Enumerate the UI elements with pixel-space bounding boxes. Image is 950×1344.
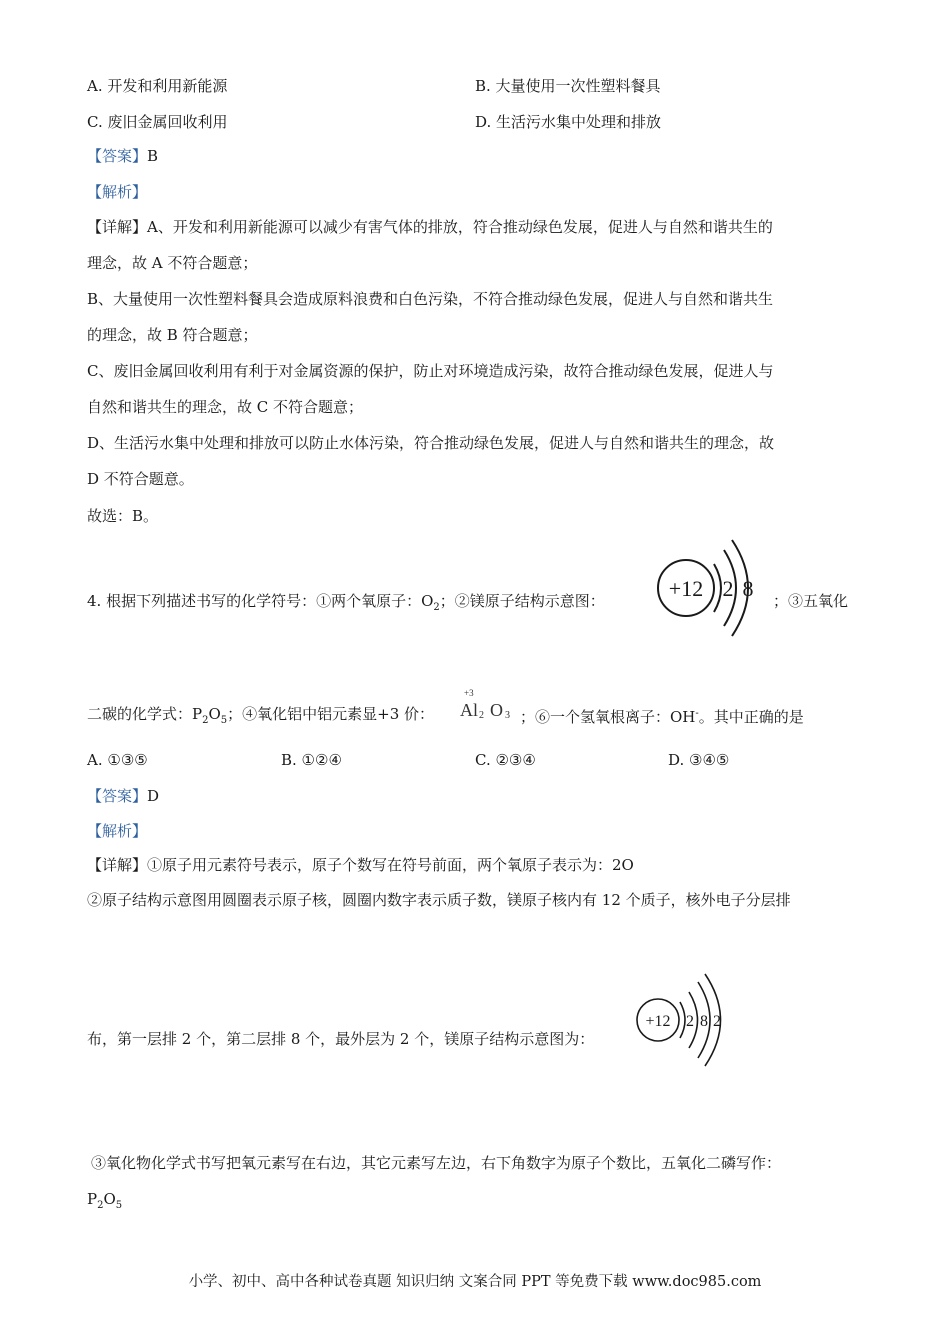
- answer-value: B: [147, 147, 159, 165]
- explanation-line: ③氧化物化学式书写把氧元素写在右边，其它元素写左边，右下角数字为原子个数比，五氧化二磷写作：: [91, 1154, 782, 1172]
- electron-shell-arc: [714, 564, 721, 612]
- shell-2-electrons: 8: [742, 576, 754, 601]
- option-b: B. ①②④: [281, 751, 342, 769]
- option-a: A. ①③⑤: [87, 751, 148, 769]
- shell-2-electrons: 8: [700, 1013, 708, 1030]
- explanation-line: 自然和谐共生的理念，故 C 不符合题意；: [87, 398, 364, 416]
- answer-line: [87, 786, 159, 806]
- explanation-line: C、废旧金属回收利用有利于对金属资源的保护，防止对环境造成污染，故符合推动绿色发展，促进人与: [87, 362, 774, 380]
- question-4-stem: 4. 根据下列描述书写的化学符号：①两个氧原子：$O_2$；②镁原子结构示意图：: [87, 592, 605, 613]
- explanation-line: D、生活污水集中处理和排放可以防止水体污染，符合推动绿色发展，促进人与自然和谐共生的理念，故: [87, 434, 775, 452]
- aluminum-oxide-formula: +3 Al 2 O 3: [460, 688, 510, 721]
- nucleus-label: +12: [668, 576, 704, 601]
- page-footer: 小学、初中、高中各种试卷真题 知识归纳 文案合同 PPT 等免费下载 www.doc985.com: [188, 1274, 762, 1290]
- answer-tag: 【答案】: [87, 147, 148, 165]
- analysis-tag: 【解析】: [87, 822, 148, 840]
- option-d: D. 生活污水集中处理和排放: [475, 113, 662, 131]
- answer-tag: 【答案】: [87, 787, 148, 805]
- explanation-line: 的理念，故 B 符合题意；: [87, 326, 258, 344]
- explanation-line: 【详解】A、开发和利用新能源可以减少有害气体的排放，符合推动绿色发展，促进人与自然和谐共生的: [87, 218, 773, 236]
- nucleus-label: +12: [645, 1013, 671, 1030]
- analysis-tag: 【解析】: [87, 183, 148, 201]
- answer-line: [87, 146, 158, 166]
- option-a: A. 开发和利用新能源: [87, 77, 228, 95]
- valence-label: +3: [464, 688, 474, 698]
- explanation-line: 故选：B。: [87, 507, 159, 525]
- shell-1-electrons: 2: [722, 576, 734, 601]
- question-4-stem-line-2: 二碳的化学式：$P_2O_5$；④氧化铝中铝元素显+3 价：: [87, 705, 435, 726]
- explanation-line: $P_2O_5$: [87, 1190, 123, 1211]
- explanation-line: ②原子结构示意图用圆圈表示原子核，圆圈内数字表示质子数，镁原子核内有 12 个质子，核外电子分层排: [87, 891, 791, 909]
- detail-tag: 【详解】: [87, 218, 148, 236]
- shell-3-electrons: 2: [713, 1013, 721, 1030]
- explanation-line: 理念，故 A 不符合题意；: [87, 254, 258, 272]
- option-b: B. 大量使用一次性塑料餐具: [475, 77, 661, 95]
- explanation-line: D 不符合题意。: [87, 470, 194, 488]
- answer-value: D: [147, 787, 160, 805]
- magnesium-atom-diagram: [632, 970, 727, 1070]
- explanation-line: B、大量使用一次性塑料餐具会造成原料浪费和白色污染，不符合推动绿色发展，促进人与自然和谐共生: [87, 290, 774, 308]
- explanation-line: 布，第一层排 2 个，第二层排 8 个，最外层为 2 个，镁原子结构示意图为：: [87, 1030, 595, 1048]
- electron-shell-arc: [680, 1002, 685, 1038]
- question-4-stem-tail: ；⑥一个氢氧根离子：OH-。其中正确的是: [520, 708, 804, 726]
- option-c: C. ②③④: [475, 751, 536, 769]
- detail-tag: 【详解】: [87, 856, 148, 874]
- explanation-line: 【详解】①原子用元素符号表示，原子个数写在符号前面，两个氧原子表示为：2O: [87, 856, 634, 874]
- question-4-stem-end: ；③五氧化: [773, 592, 849, 610]
- option-c: C. 废旧金属回收利用: [87, 113, 228, 131]
- magnesium-atom-diagram: [652, 536, 762, 644]
- option-d: D. ③④⑤: [668, 751, 730, 769]
- shell-1-electrons: 2: [686, 1013, 694, 1030]
